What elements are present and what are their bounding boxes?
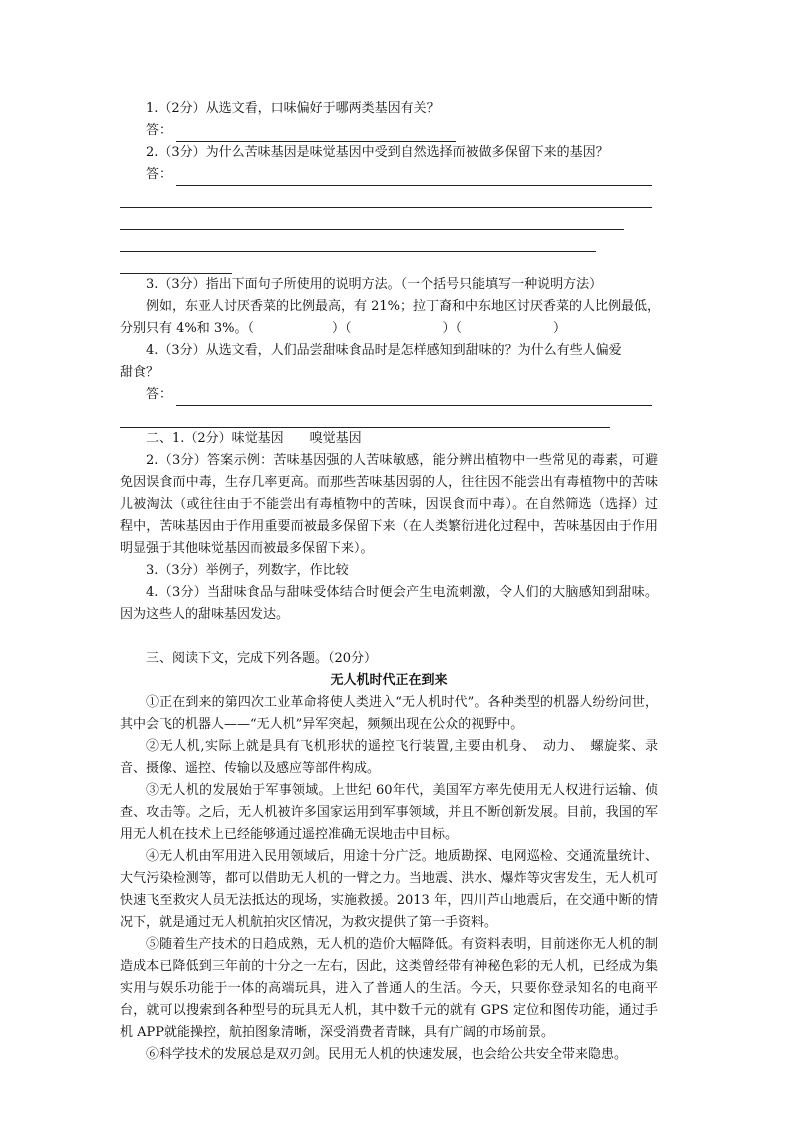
answer-label: 答： <box>146 387 173 402</box>
answer-line[interactable] <box>120 208 624 230</box>
answer-key-4: 4.（3分）当甜味食品与甜味受体结合时便会产生电流刺激，令人们的大脑感知到甜味。因为这些人的甜味基因发达。 <box>120 585 658 622</box>
answer-key-2: 2.（3分）答案示例：苦味基因强的人苦味敏感，能分辨出植物中一些常见的毒素，可避免因误食而中毒，生存几率更高。而那些苦味基因弱的人，往往因不能尝出有毒植物中的苦味儿被淘汰（或往往由于不能尝出有毒植物中的苦味，因误食而中毒）。在自然筛选（选择）过程中，苦味基因由于作用重要而被最多保留下来（在人类繁衍进化过程中，苦味基因由于作用明显强于其他味觉基因而被最多保留下来）。 <box>120 453 658 556</box>
paragraph: ④无人机由军用进入民用领域后，用途十分广泛。地质勘探、电网巡检、交通流量统计、大气污染检测等，都可以借助无人机的一臂之力。当地震、洪水、爆炸等灾害发生，无人机可快速飞至救灾人员无法抵达的现场，实施救援。2013 年，四川芦山地震后，在交通中断的情况下，就是通过无人机航拍灾区情况，为救灾提供了第一手资料。 <box>120 849 658 930</box>
answer-key-1: 二、1.（2分）味觉基因 嗅觉基因 <box>146 431 362 446</box>
article-title: 无人机时代正在到来 <box>330 673 448 688</box>
question-4: 4.（3分）从选文看，人们品尝甜味食品时是怎样感知到甜味的？为什么有些人偏爱 <box>146 343 622 358</box>
question-3-example-cont: 分别只有 4%和 3%。（ ）（ ）（ ） <box>120 321 567 336</box>
answer-label: 答： <box>146 123 173 138</box>
answer-row-4 <box>120 384 658 406</box>
question-4-cont: 甜食？ <box>120 365 160 380</box>
answer-row-1 <box>120 120 658 142</box>
paragraph: ③无人机的发展始于军事领域。上世纪 60年代，美国军方率先使用无人权进行运输、侦查、攻击等。之后，无人机被许多国家运用到军事领域，并且不断创新发展。目前，我国的军用无人机在技术上已经能够通过遥控准确无误地击中目标。 <box>120 783 658 842</box>
paragraph: ⑥科学技术的发展总是双刃剑。民用无人机的快速发展，也会给公共安全带来隐患。 <box>146 1047 628 1062</box>
answer-row-2 <box>120 164 658 186</box>
answer-key-3: 3.（3分）举例子，列数字，作比较 <box>146 563 349 578</box>
question-2: 2.（3分）为什么苦味基因是味觉基因中受到自然选择而被做多保留下来的基因？ <box>146 145 609 160</box>
answer-blank[interactable] <box>176 127 456 142</box>
answer-line[interactable] <box>120 252 232 274</box>
paragraph: ②无人机,实际上就是具有飞机形状的遥控飞行装置,主要由机身、 动力、 螺旋桨、录音、摄像、遥控、传输以及感应等部件构成。 <box>120 739 658 776</box>
answer-line[interactable] <box>120 406 610 428</box>
question-1: 1.（2分）从选文看，口味偏好于哪两类基因有关？ <box>146 101 440 116</box>
question-3-example: 例如，东亚人讨厌香菜的比例最高，有 21%；拉丁裔和中东地区讨厌香菜的人比例最低， <box>146 299 661 314</box>
question-3: 3.（3分）指出下面句子所使用的说明方法。（一个括号只能填写一种说明方法） <box>146 277 603 292</box>
paragraph: ①正在到来的第四次工业革命将使人类进入“无人机时代”。各种类型的机器人纷纷问世，其中会飞的机器人——“无人机”异军突起，频频出现在公众的视野中。 <box>120 695 658 732</box>
answer-line[interactable] <box>120 230 596 252</box>
answer-blank[interactable] <box>176 171 652 186</box>
answer-line[interactable] <box>120 186 652 208</box>
paragraph: ⑤随着生产技术的日趋成熟，无人机的造价大幅降低。有资料表明，目前迷你无人机的制造成本已降低到三年前的十分之一左右，因此，这类曾经带有神秘色彩的无人机，已经成为集实用与娱乐功能于一体的高端玩具，进入了普通人的生活。今天，只要你登录知名的电商平台，就可以搜索到各种型号的玩具无人机，其中数千元的就有 GPS 定位和图传功能，通过手机 APP就能操控，航拍图象清晰，深受消费者青睐，具有广阔的市场前景。 <box>120 937 658 1040</box>
document-page <box>120 98 661 1066</box>
section-heading: 三、阅读下文，完成下列各题。（20分） <box>146 651 378 666</box>
answer-label: 答： <box>146 167 173 182</box>
answer-blank[interactable] <box>176 391 652 406</box>
